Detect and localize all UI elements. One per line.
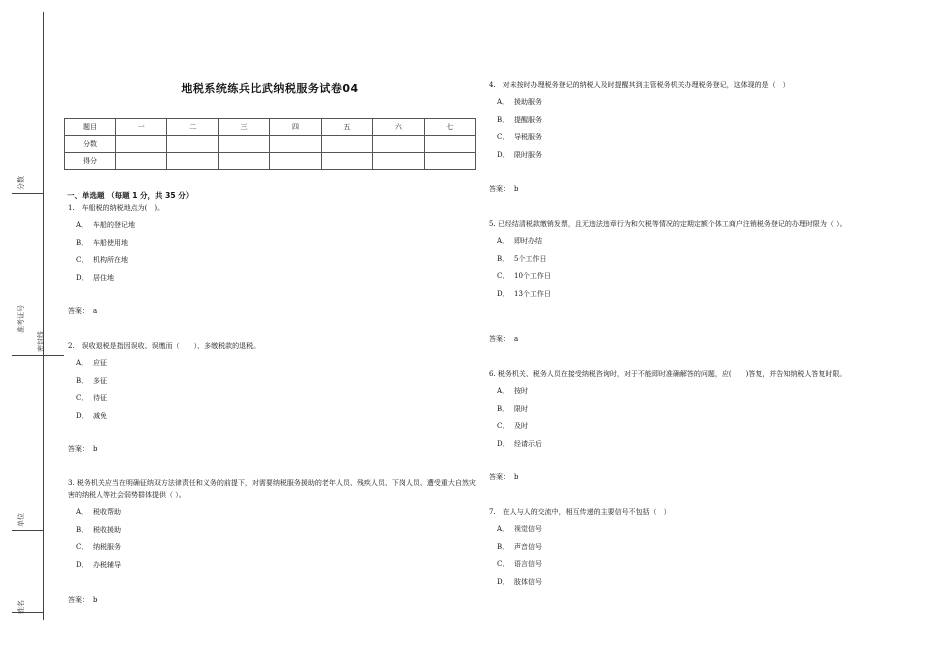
- score-table-header-cell: 五: [321, 119, 372, 136]
- option-text: 应征: [93, 359, 107, 367]
- option-c[interactable]: [68, 392, 478, 410]
- option-letter: B．: [76, 238, 89, 247]
- option-c[interactable]: [489, 131, 901, 149]
- option-text: 及时: [514, 422, 528, 430]
- score-table-cell[interactable]: [116, 136, 167, 153]
- option-c[interactable]: [489, 420, 901, 438]
- option-a[interactable]: [489, 523, 901, 541]
- option-list: [68, 357, 478, 427]
- exam-title: 地税系统练兵比武纳税服务试卷04: [181, 82, 359, 95]
- option-letter: D．: [76, 273, 89, 282]
- score-table-header-cell: 六: [373, 119, 424, 136]
- question-stem: 3. 税务机关应当在明确征纳双方法律责任和义务的前提下，对需要纳税服务援助的老年人员、残疾人员、下岗人员、遭受重大自然灾害的纳税人等社会弱势群体提供（ ）。: [68, 479, 476, 499]
- score-table-header-cell: 七: [424, 119, 475, 136]
- question-2: [68, 340, 478, 427]
- option-text: 机构所在地: [93, 256, 128, 264]
- option-letter: D．: [76, 411, 89, 420]
- option-d[interactable]: [68, 272, 478, 290]
- option-text: 待征: [93, 394, 107, 402]
- option-letter: B．: [497, 115, 510, 124]
- answer-value: b: [514, 473, 519, 481]
- score-table-cell[interactable]: [116, 153, 167, 170]
- option-c[interactable]: [68, 254, 478, 272]
- score-table-cell[interactable]: [218, 136, 269, 153]
- score-table-header-cell: 四: [270, 119, 321, 136]
- option-letter: C．: [76, 256, 89, 264]
- option-letter: B．: [497, 542, 510, 551]
- option-list: [489, 96, 901, 166]
- option-d[interactable]: [489, 576, 901, 594]
- question-stem: 4. 对未按时办理税务登记的纳税人及时提醒其到主管税务机关办理税务登记，这体现的是（ ）: [489, 81, 790, 89]
- option-b[interactable]: [68, 237, 478, 255]
- option-letter: A．: [76, 359, 89, 367]
- answer-6: [489, 472, 518, 482]
- margin-outer-line: [43, 12, 44, 620]
- option-letter: C．: [76, 394, 89, 402]
- option-text: 视觉信号: [514, 525, 542, 533]
- score-table-header-cell: 一: [116, 119, 167, 136]
- option-text: 减免: [93, 411, 107, 420]
- score-table-cell[interactable]: [321, 153, 372, 170]
- score-table-header-row: [65, 119, 476, 136]
- option-letter: D．: [497, 577, 510, 586]
- option-c[interactable]: [489, 270, 901, 288]
- score-table-row-points: [65, 136, 476, 153]
- question-stem: 5. 已经结清税款缴销发票，且无违法违章行为和欠税等情况的定期定额个体工商户注销税务登记的办理时限为（ ）。: [489, 220, 847, 228]
- answer-value: b: [514, 185, 519, 193]
- option-b[interactable]: [489, 114, 901, 132]
- option-c[interactable]: [68, 541, 478, 559]
- score-table-cell[interactable]: [373, 153, 424, 170]
- option-letter: A．: [497, 387, 510, 395]
- option-list: [68, 219, 478, 289]
- answer-4: [489, 184, 518, 194]
- option-d[interactable]: [68, 410, 478, 428]
- option-text: 税收援助: [93, 525, 121, 534]
- score-table-cell[interactable]: [424, 153, 475, 170]
- answer-5: [489, 334, 518, 344]
- option-letter: B．: [76, 376, 89, 385]
- option-text: 纳税服务: [93, 543, 121, 551]
- answer-label: 答案：: [68, 307, 89, 315]
- option-list: [489, 235, 901, 305]
- option-letter: C．: [497, 422, 510, 430]
- option-letter: C．: [76, 543, 89, 551]
- score-table-header-cell: 题目: [65, 119, 116, 136]
- margin-rule-unit: [12, 530, 43, 531]
- option-letter: B．: [76, 525, 89, 534]
- option-text: 税收帮助: [93, 508, 121, 516]
- option-text: 车船使用地: [93, 238, 128, 247]
- answer-value: b: [93, 596, 98, 604]
- option-list: [489, 385, 901, 455]
- option-b[interactable]: [68, 375, 478, 393]
- score-table-row-label: 得分: [65, 153, 116, 170]
- score-table-cell[interactable]: [321, 136, 372, 153]
- margin-rule-inner: [44, 355, 64, 356]
- answer-label: 答案：: [489, 185, 510, 193]
- section-heading: 一、单选题 （每题 1 分，共 35 分）: [67, 191, 194, 200]
- option-letter: C．: [497, 560, 510, 568]
- option-text: 办税辅导: [93, 560, 121, 569]
- question-1: [68, 202, 478, 289]
- question-4: [489, 79, 901, 166]
- question-3: [68, 477, 478, 576]
- option-text: 声音信号: [514, 542, 542, 551]
- option-text: 语言信号: [514, 560, 542, 568]
- score-table-cell[interactable]: [270, 153, 321, 170]
- option-d[interactable]: [489, 288, 901, 306]
- option-letter: A．: [497, 525, 510, 533]
- question-5: [489, 218, 901, 305]
- option-text: 10个工作日: [514, 272, 551, 280]
- option-letter: A．: [497, 237, 510, 245]
- score-table-cell[interactable]: [373, 136, 424, 153]
- answer-label: 答案：: [489, 335, 510, 343]
- option-d[interactable]: [68, 559, 478, 577]
- option-letter: D．: [76, 560, 89, 569]
- answer-label: 答案：: [68, 445, 89, 453]
- score-table-cell[interactable]: [167, 136, 218, 153]
- option-letter: A．: [76, 221, 89, 229]
- option-text: 援助服务: [514, 98, 542, 106]
- score-table-header-cell: 二: [167, 119, 218, 136]
- option-b[interactable]: [489, 403, 901, 421]
- option-text: 导税服务: [514, 133, 542, 141]
- score-table-cell[interactable]: [167, 153, 218, 170]
- question-stem: 1. 车船税的纳税地点为( )。: [68, 204, 165, 212]
- option-c[interactable]: [489, 558, 901, 576]
- answer-value: a: [93, 307, 98, 315]
- margin-label-unit: 单位: [17, 513, 25, 527]
- question-6: [489, 368, 901, 455]
- margin-rule-exam: [12, 355, 43, 356]
- option-d[interactable]: [489, 438, 901, 456]
- option-b[interactable]: [489, 541, 901, 559]
- margin-label-seal-line: 密封线: [37, 331, 45, 352]
- option-list: [489, 523, 901, 593]
- option-text: 车船的登记地: [93, 221, 135, 229]
- answer-value: a: [514, 335, 519, 343]
- option-letter: C．: [497, 272, 510, 280]
- option-text: 即时办结: [514, 237, 542, 245]
- option-a[interactable]: [489, 96, 901, 114]
- option-text: 经请示后: [514, 439, 542, 448]
- answer-1: [68, 306, 97, 316]
- margin-label-name: 姓名: [17, 600, 25, 614]
- option-text: 多征: [93, 376, 107, 385]
- score-table-header-cell: 三: [218, 119, 269, 136]
- question-stem: 2. 误收退税是指因误收、误缴而（ ）、多缴税款的退税。: [68, 342, 261, 350]
- margin-rule-score: [12, 193, 43, 194]
- option-a[interactable]: [68, 506, 478, 524]
- option-b[interactable]: [489, 253, 901, 271]
- option-letter: B．: [497, 404, 510, 413]
- option-letter: D．: [497, 289, 510, 298]
- option-letter: D．: [497, 439, 510, 448]
- option-a[interactable]: [489, 385, 901, 403]
- margin-label-exam-number: 准考证号: [17, 305, 25, 333]
- option-letter: B．: [497, 254, 510, 263]
- answer-2: [68, 444, 97, 454]
- option-letter: A．: [497, 98, 510, 106]
- option-text: 按时: [514, 387, 528, 395]
- score-table-row-earned: [65, 153, 476, 170]
- option-text: 13个工作日: [514, 289, 551, 298]
- option-text: 提醒服务: [514, 115, 542, 124]
- answer-value: b: [93, 445, 98, 453]
- option-text: 限时服务: [514, 150, 542, 159]
- score-table-cell[interactable]: [218, 153, 269, 170]
- score-table: [64, 118, 476, 170]
- option-letter: D．: [497, 150, 510, 159]
- option-a[interactable]: [68, 219, 478, 237]
- question-stem: 7. 在人与人的交流中，相互传递的主要信号不包括（ ）: [489, 508, 671, 516]
- option-a[interactable]: [68, 357, 478, 375]
- option-text: 限时: [514, 404, 528, 413]
- option-d[interactable]: [489, 149, 901, 167]
- score-table-row-label: 分数: [65, 136, 116, 153]
- option-a[interactable]: [489, 235, 901, 253]
- answer-label: 答案：: [68, 596, 89, 604]
- option-letter: A．: [76, 508, 89, 516]
- question-7: [489, 506, 901, 593]
- margin-label-score: 分数: [17, 176, 25, 190]
- option-list: [68, 506, 478, 576]
- answer-3: [68, 595, 97, 605]
- option-letter: C．: [497, 133, 510, 141]
- option-b[interactable]: [68, 524, 478, 542]
- score-table-cell[interactable]: [424, 136, 475, 153]
- score-table-cell[interactable]: [270, 136, 321, 153]
- option-text: 肢体信号: [514, 577, 542, 586]
- option-text: 5个工作日: [514, 254, 547, 263]
- option-text: 居住地: [93, 273, 114, 282]
- answer-label: 答案：: [489, 473, 510, 481]
- question-stem: 6. 税务机关、税务人员在接受纳税咨询时，对于不能即时准确解答的问题，应( )答复，并告知纳税人答复时限。: [489, 370, 847, 378]
